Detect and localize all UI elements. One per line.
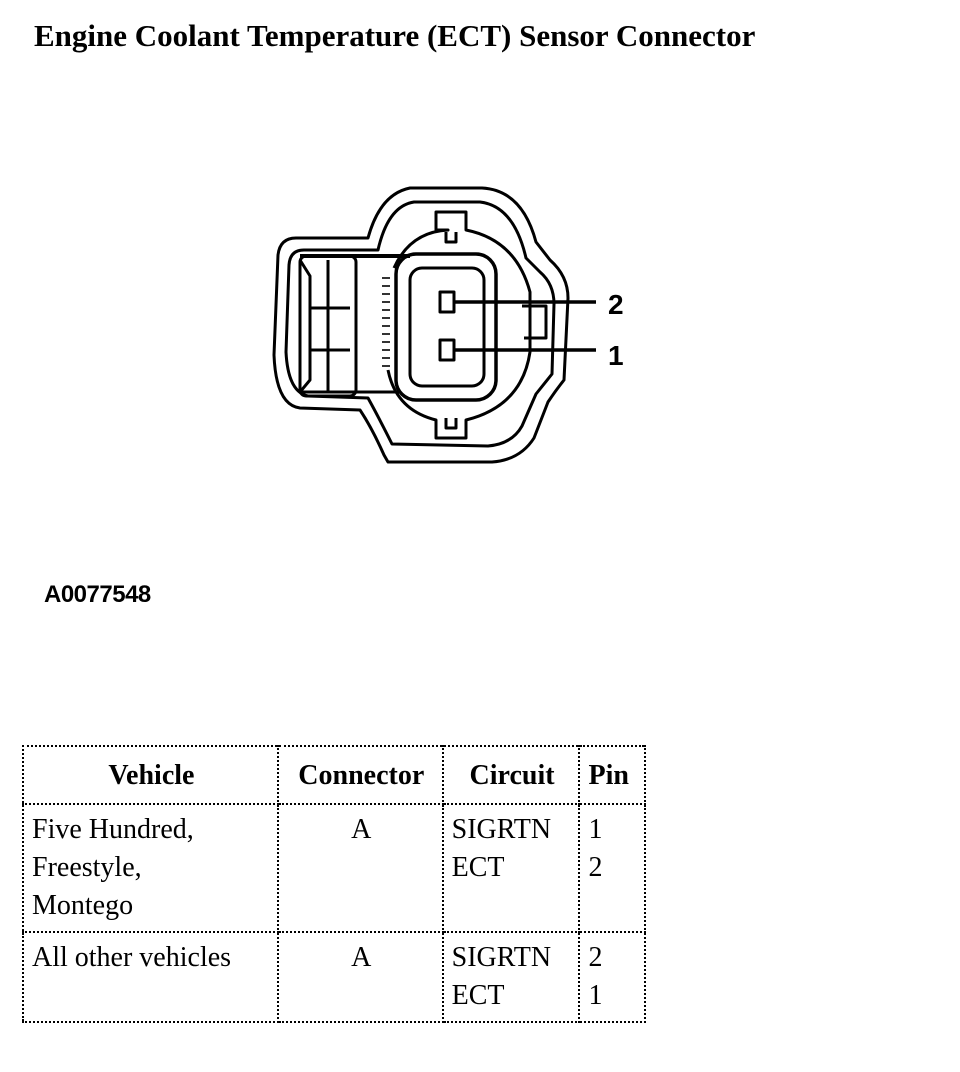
table-row: [23, 804, 645, 932]
page-title: Engine Coolant Temperature (ECT) Sensor Connector: [34, 18, 756, 53]
vehicle-name: Montego: [32, 890, 134, 921]
connector-cell: A: [278, 932, 443, 1022]
header-pin: Pin: [579, 746, 645, 804]
header-vehicle: Vehicle: [23, 746, 278, 804]
pin-number: 2: [588, 942, 603, 973]
pin-number: 2: [588, 852, 603, 883]
pin-cell: [579, 932, 645, 1022]
connector-ribs: [382, 278, 390, 366]
ect-connector-diagram: [260, 180, 660, 480]
circuit-name: SIGRTN: [451, 814, 552, 845]
figure-id: A0077548: [44, 581, 151, 608]
circuit-cell: [443, 932, 580, 1022]
circuit-cell: [443, 804, 580, 932]
vehicle-name: Five Hundred,: [32, 814, 194, 845]
connector-cell: A: [278, 804, 443, 932]
vehicle-name: All other vehicles: [32, 942, 232, 973]
header-circuit: Circuit: [443, 746, 580, 804]
vehicle-cell: [23, 804, 278, 932]
pin-receptacle-inner: [410, 268, 484, 386]
terminal-pin-1: [440, 340, 454, 360]
vehicle-name: Freestyle,: [32, 852, 142, 883]
circuit-name: ECT: [451, 852, 505, 883]
pin-label-1: 1: [608, 340, 624, 371]
pin-cell: [579, 804, 645, 932]
pin-number: 1: [588, 980, 603, 1011]
pin-number: 1: [588, 814, 603, 845]
pin-label-2: 2: [608, 289, 624, 320]
terminal-pin-2: [440, 292, 454, 312]
circuit-name: ECT: [451, 980, 505, 1011]
circuit-name: SIGRTN: [451, 942, 552, 973]
header-connector: Connector: [278, 746, 443, 804]
pinout-table: [22, 745, 646, 1023]
table-row: [23, 932, 645, 1022]
vehicle-cell: [23, 932, 278, 1022]
connector-key: [522, 306, 546, 338]
table-header-row: [23, 746, 645, 804]
